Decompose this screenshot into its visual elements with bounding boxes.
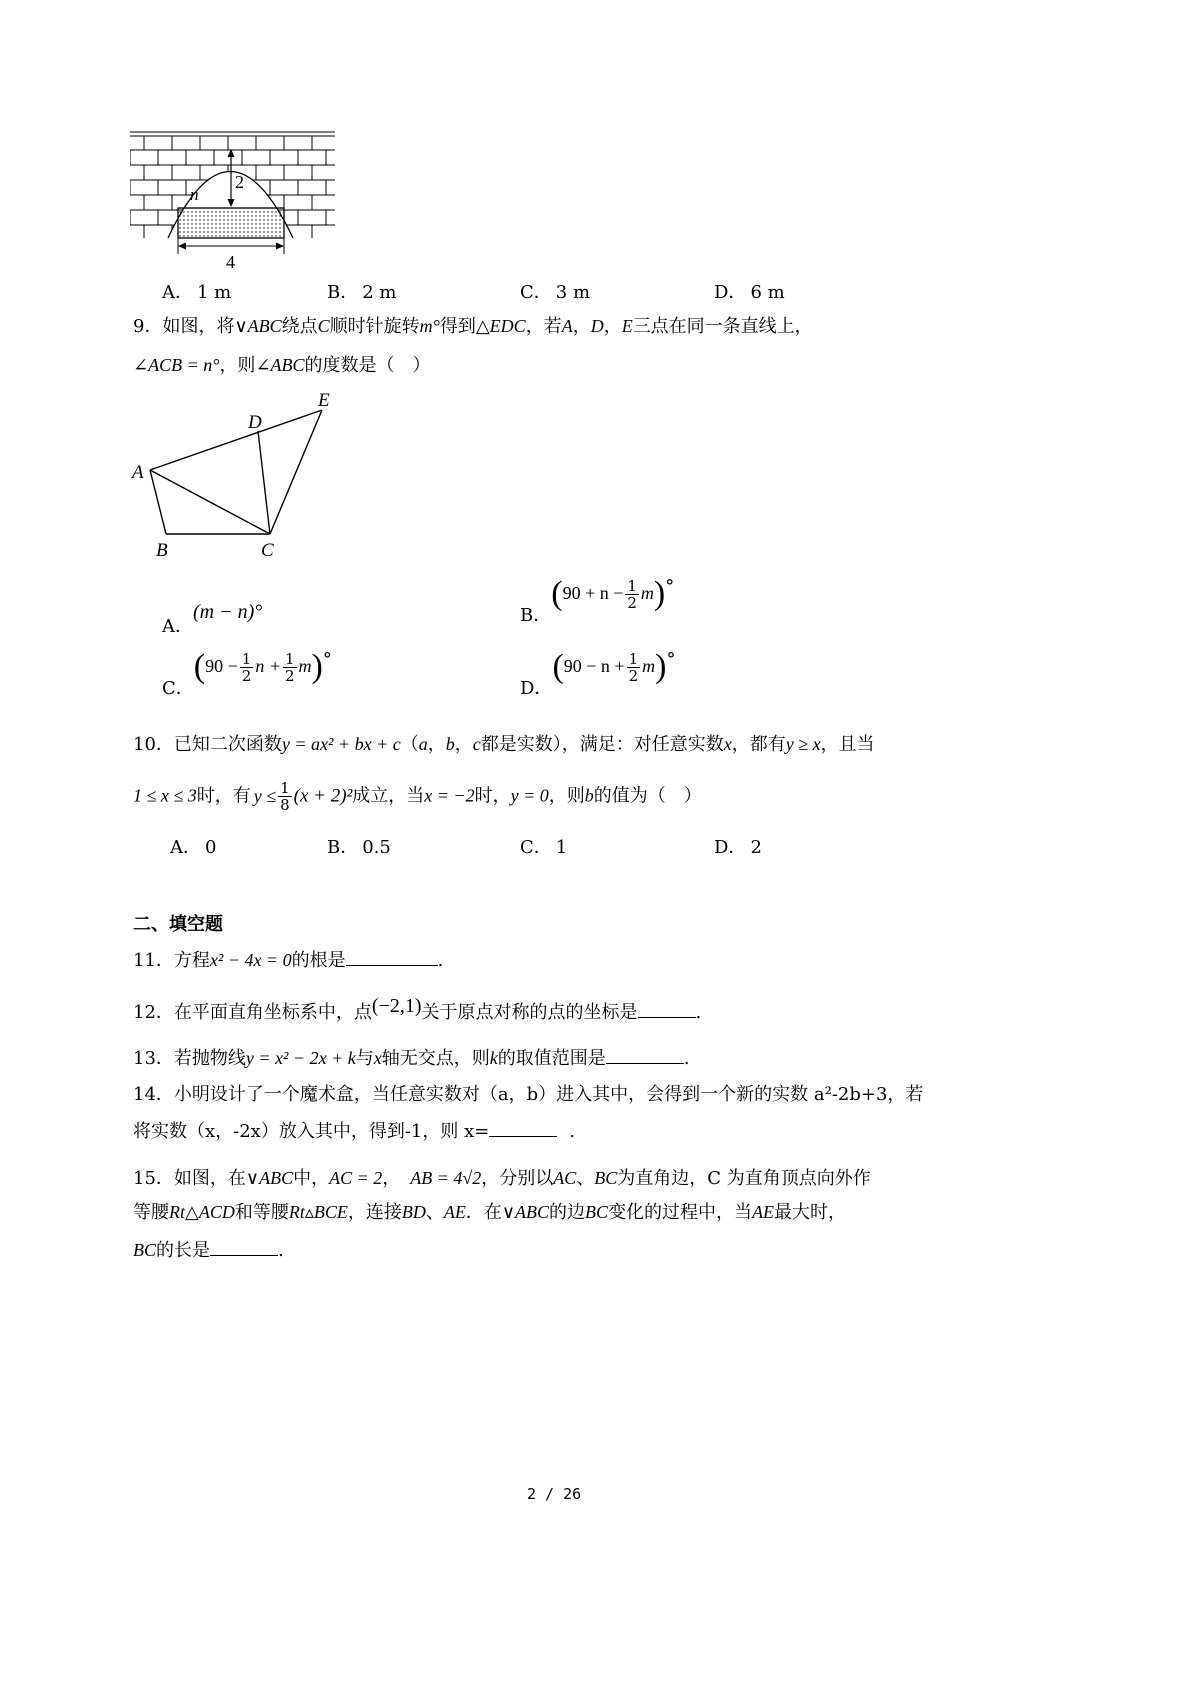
q8-option-b[interactable]: B． 2 m (327, 282, 397, 303)
q10-option-c[interactable]: C． 1 (520, 837, 568, 858)
point-a-label: A (132, 462, 144, 483)
q11: 11．方程x² − 4x = 0的根是 . (133, 950, 444, 971)
q10-option-a[interactable]: A． 0 (170, 837, 217, 858)
arch-n-label: n (190, 185, 199, 204)
q8-option-d[interactable]: D． 6 m (714, 282, 785, 303)
q13: 13．若抛物线y = x² − 2x + k与x轴无交点，则k的取值范围是 . (133, 1048, 690, 1069)
answer-blank[interactable] (606, 1047, 684, 1064)
q15-line2: 等腰Rt△ACD和等腰Rt▵BCE，连接BD、AE．在∨ABC的边BC变化的过程中，当AE最大时， (133, 1202, 847, 1223)
q14-line1: 14．小明设计了一个魔术盒，当任意实数对（a，b）进入其中，会得到一个新的实数 a²-2b+3，若 (133, 1084, 924, 1105)
arch-bridge-diagram (130, 130, 335, 270)
answer-blank[interactable] (638, 1001, 696, 1018)
q9-option-c[interactable]: C．(90 − $\frac{1}{2}$ n + $\frac{1}{2}$ m)° (162, 648, 332, 699)
q15-line1: 15．如图，在∨ABC中，AC = 2， AB = 4√2，分别以AC、BC为直角边，C 为直角顶点向外作 (133, 1168, 871, 1189)
answer-blank[interactable] (489, 1120, 557, 1137)
point-e-label: E (318, 390, 330, 411)
q10-line1: 10．已知二次函数y = ax² + bx + c（a，b，c都是实数），满足：对任意实数x，都有y ≥ x，且当 (133, 734, 875, 755)
point-c-label: C (261, 540, 274, 561)
q15-line3: BC的长是 . (133, 1240, 284, 1261)
q10-option-b[interactable]: B． 0.5 (327, 837, 391, 858)
answer-blank[interactable] (346, 949, 438, 966)
q9-option-a[interactable]: A．(m − n)° (162, 601, 263, 637)
q12: 12．在平面直角坐标系中，点(−2,1)关于原点对称的点的坐标是 . (133, 995, 702, 1023)
q9-option-b[interactable]: B．(90 + n − $\frac{1}{2}$ m)° (520, 575, 675, 626)
q8-option-c[interactable]: C． 3 m (520, 282, 591, 303)
point-d-label: D (248, 412, 262, 433)
answer-blank[interactable] (210, 1239, 278, 1256)
q10-line2: 1 ≤ x ≤ 3时，有 y ≤ $\frac{1}{8}$ (x + 2)²成立，当x = −2时，y = 0，则b的值为（ ） (133, 779, 702, 814)
q14-line2: 将实数（x，-2x）放入其中，得到-1，则 x= . (133, 1121, 576, 1142)
q8-option-a[interactable]: A． 1 m (162, 282, 232, 303)
arch-height-label: 2 (235, 172, 244, 192)
section-title: 二、填空题 (133, 914, 223, 935)
arch-width-label: 4 (226, 252, 235, 270)
q10-option-d[interactable]: D． 2 (714, 837, 762, 858)
q8-arch-figure (130, 130, 335, 275)
point-b-label: B (156, 540, 168, 561)
q9-triangle-figure (130, 388, 350, 568)
q9-line1: 9．如图，将∨ABC绕点C顺时针旋转m°得到△EDC，若A，D，E三点在同一条直线上， (133, 316, 813, 337)
page-number: 2 / 26 (527, 1485, 582, 1503)
q9-line2: ∠ACB = n°，则∠ABC的度数是（ ） (133, 355, 431, 376)
q9-option-d[interactable]: D．(90 − n + $\frac{1}{2}$ m)° (520, 648, 676, 699)
rotation-triangle-diagram (130, 388, 350, 563)
